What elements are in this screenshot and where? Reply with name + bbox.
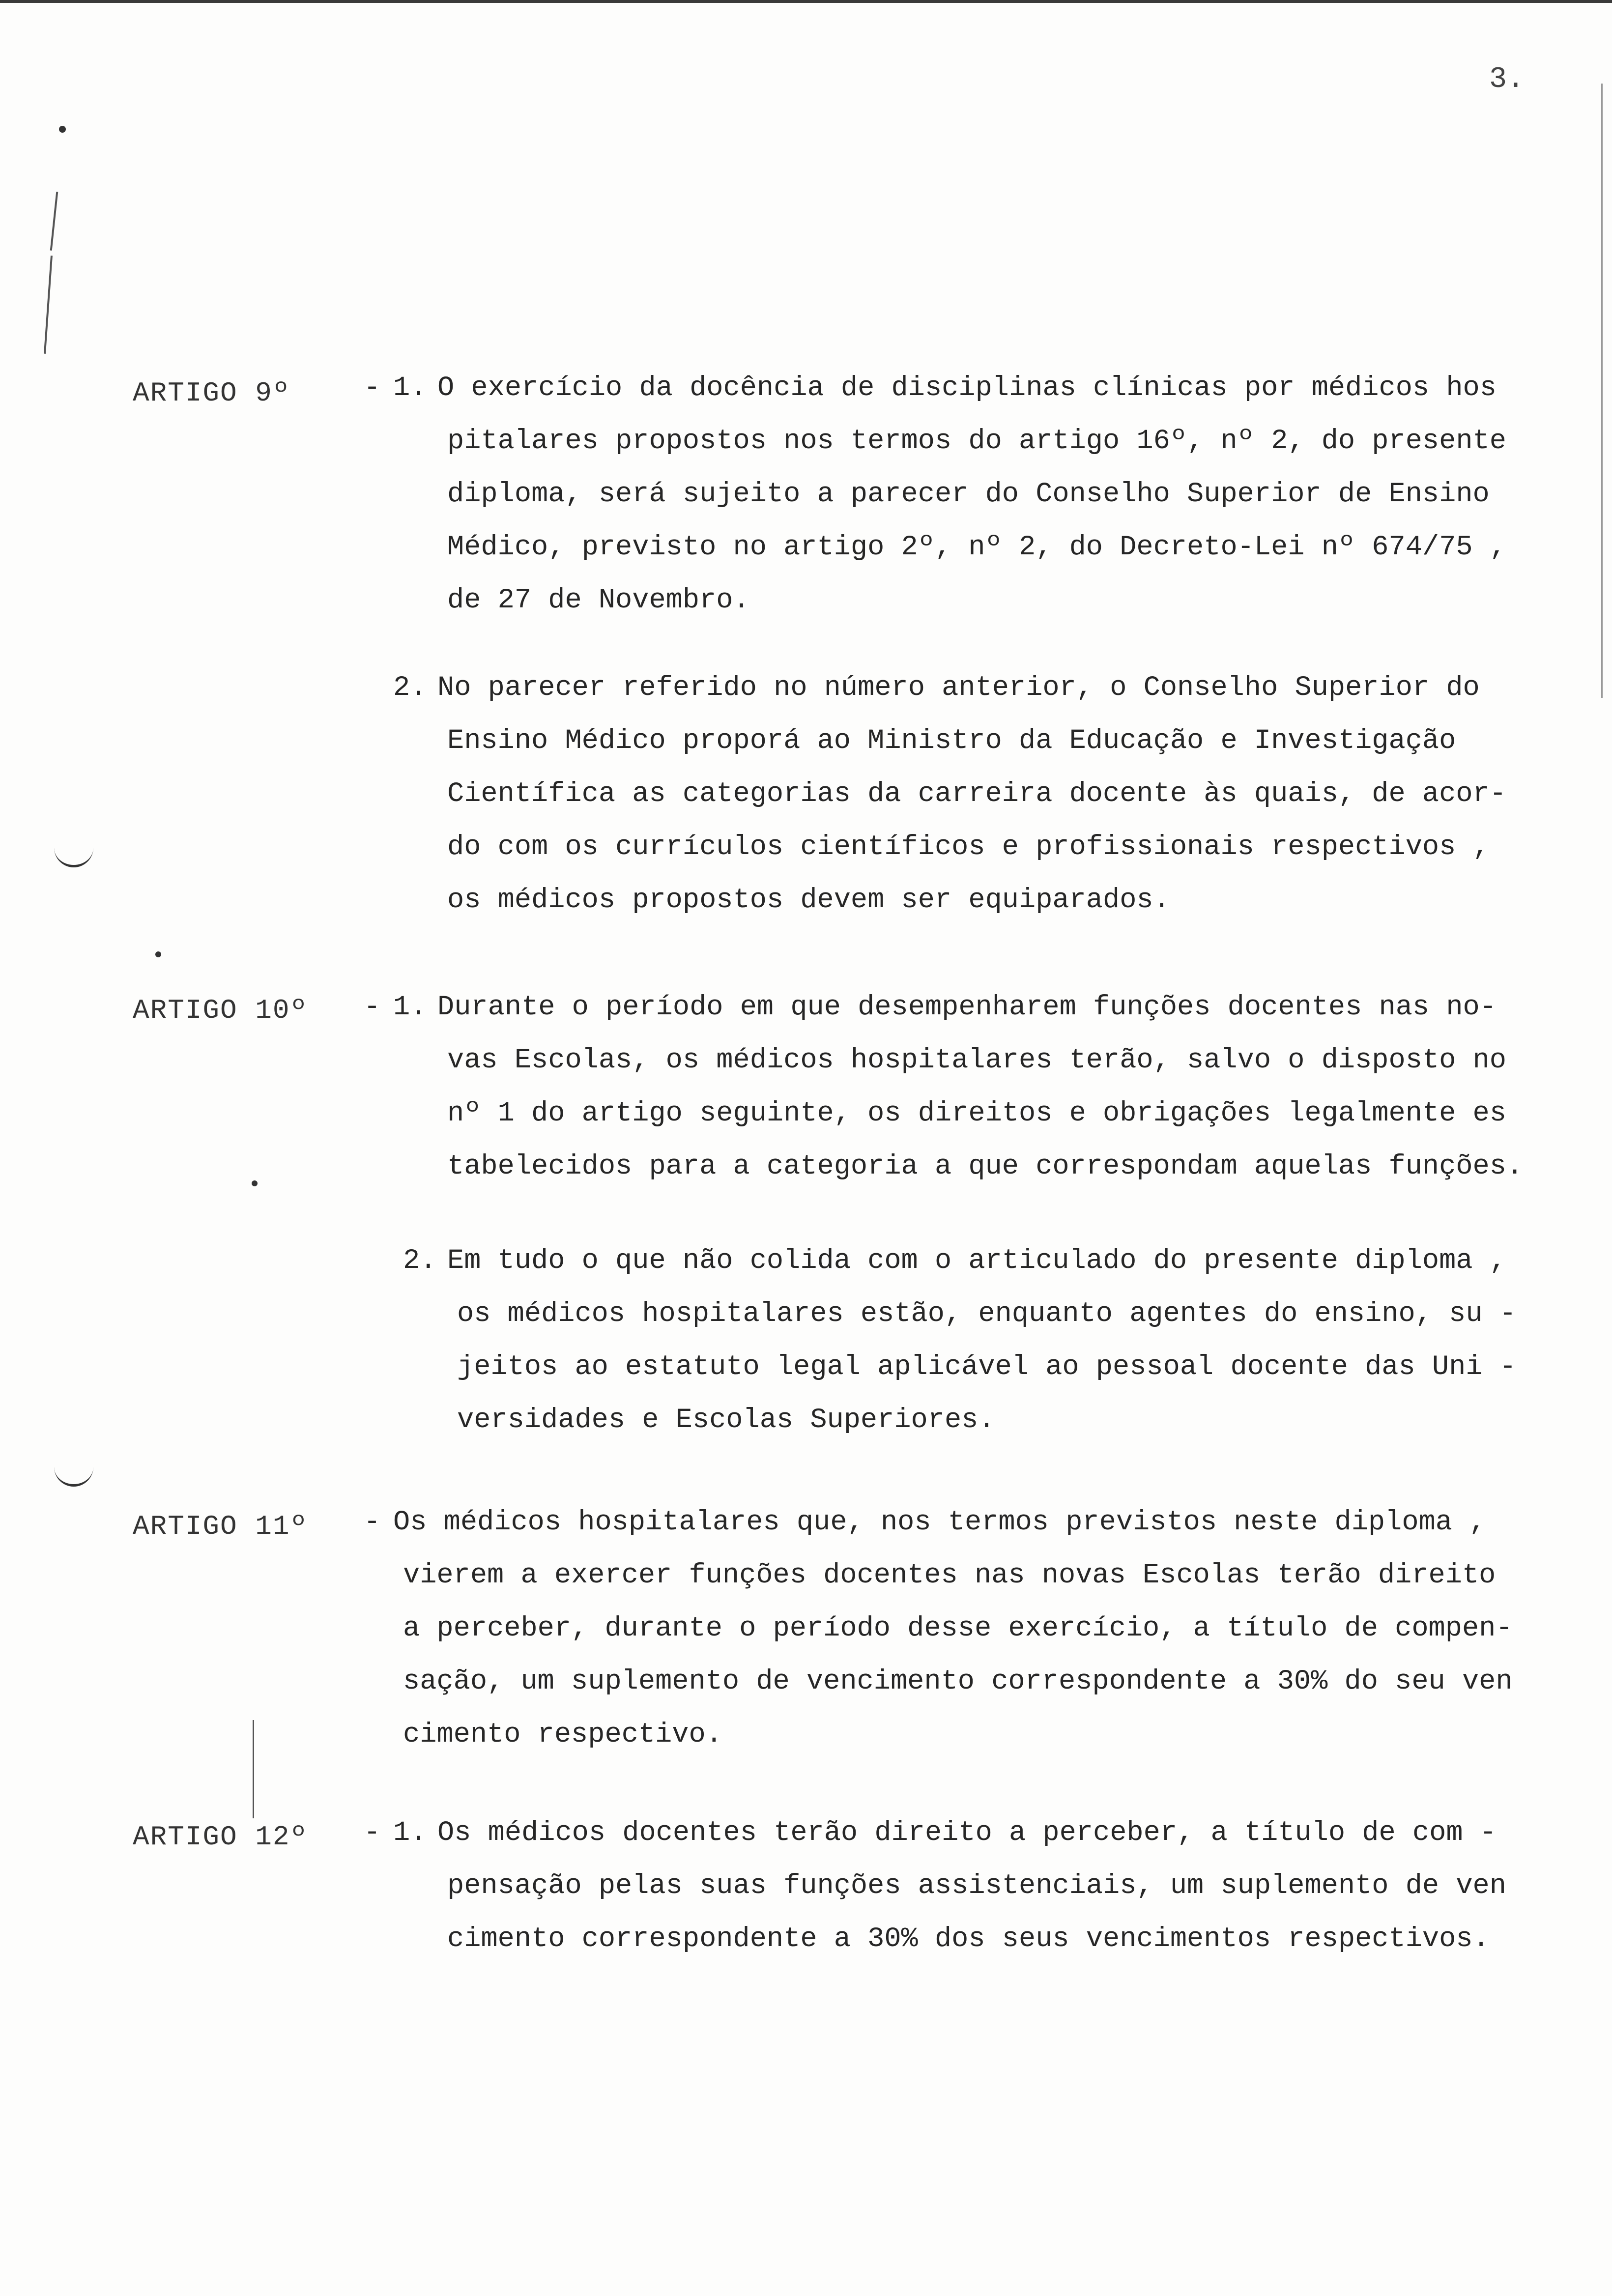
article-paragraph [393, 661, 1506, 927]
paragraph-line: pensação pelas suas funções assistenciais, um suplemento de ven [447, 1870, 1506, 1902]
paragraph-line: pitalares propostos nos termos do artigo 16º, nº 2, do presente [447, 426, 1506, 457]
paragraph-line: vas Escolas, os médicos hospitalares terão, salvo o disposto no [447, 1045, 1506, 1076]
paragraph-line: Ensino Médico proporá ao Ministro da Educação e Investigação [447, 725, 1456, 757]
paragraph-line: Médico, previsto no artigo 2º, nº 2, do Decreto-Lei nº 674/75 , [447, 532, 1506, 563]
margin-mark [44, 256, 53, 354]
article-paragraph [403, 1234, 1516, 1447]
paragraph-number: 1. [393, 992, 427, 1023]
punch-hole-mark [54, 1455, 93, 1487]
article-paragraph [364, 362, 1506, 627]
paragraph-line: a perceber, durante o período desse exercício, a título de compen- [403, 1613, 1513, 1644]
paragraph-line: jeitos ao estatuto legal aplicável ao pessoal docente das Uni - [457, 1351, 1516, 1383]
paragraph-line: vierem a exercer funções docentes nas novas Escolas terão direito [403, 1560, 1496, 1591]
margin-mark [253, 1720, 254, 1818]
paragraph-line: do com os currículos científicos e profissionais respectivos , [447, 832, 1490, 863]
paragraph-number: 1. [393, 373, 427, 404]
margin-mark [50, 192, 58, 251]
article-paragraph [364, 1496, 1513, 1761]
paragraph-line: 2. Em tudo o que não colida com o articulado do presente diploma , [403, 1234, 1516, 1288]
paragraph-number: 1. [393, 1817, 427, 1849]
paragraph-number: 2. [393, 672, 427, 704]
scan-speck [155, 951, 161, 957]
article-paragraph [364, 981, 1523, 1193]
paragraph-line: - 1. Durante o período em que desempenharem funções docentes nas no- [364, 981, 1523, 1034]
paragraph-line: Científica as categorias da carreira docente às quais, de acor- [447, 778, 1506, 810]
punch-hole-mark [54, 835, 93, 867]
paragraph-line: - 1. Os médicos docentes terão direito a perceber, a título de com - [364, 1807, 1506, 1860]
scan-speck [252, 1180, 258, 1186]
paragraph-line: nº 1 do artigo seguinte, os direitos e obrigações legalmente es [447, 1098, 1506, 1129]
paragraph-line: os médicos propostos devem ser equiparados. [447, 885, 1170, 916]
article-label: ARTIGO 10º [133, 995, 308, 1026]
paragraph-line: tabelecidos para a categoria a que correspondam aquelas funções. [447, 1151, 1524, 1182]
paragraph-line: diploma, será sujeito a parecer do Conselho Superior de Ensino [447, 479, 1490, 510]
paragraph-line: - Os médicos hospitalares que, nos termos previstos neste diploma , [364, 1507, 1486, 1538]
article-label: ARTIGO 11º [133, 1511, 308, 1542]
article-label: ARTIGO 9º [133, 377, 290, 409]
paragraph-number: 2. [403, 1245, 437, 1277]
margin-mark [1601, 84, 1603, 698]
paragraph-line: cimento respectivo. [403, 1719, 722, 1751]
top-rule [0, 0, 1612, 3]
paragraph-line: versidades e Escolas Superiores. [457, 1405, 995, 1436]
paragraph-line: sação, um suplemento de vencimento correspondente a 30% do seu ven [403, 1666, 1513, 1697]
page-number: 3. [1489, 63, 1525, 96]
scan-speck [59, 126, 66, 133]
paragraph-line: os médicos hospitalares estão, enquanto agentes do ensino, su - [457, 1298, 1516, 1330]
paragraph-line: de 27 de Novembro. [447, 585, 750, 616]
paragraph-line: cimento correspondente a 30% dos seus vencimentos respectivos. [447, 1923, 1490, 1955]
article-label: ARTIGO 12º [133, 1821, 308, 1853]
article-paragraph [364, 1807, 1506, 1966]
paragraph-line: - 1. O exercício da docência de disciplinas clínicas por médicos hos [364, 362, 1506, 415]
paragraph-line: 2. No parecer referido no número anterior, o Conselho Superior do [393, 661, 1506, 715]
